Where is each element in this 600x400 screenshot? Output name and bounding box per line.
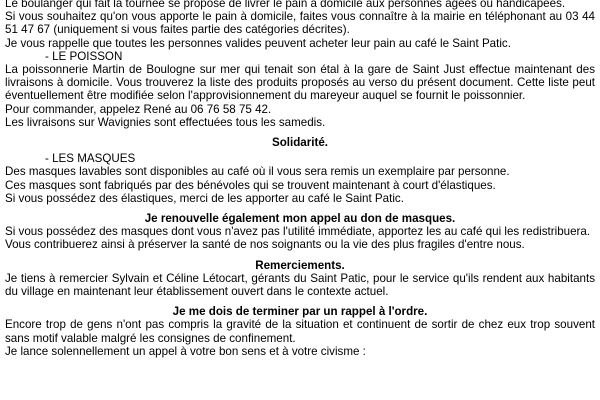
appel-line-2: Vous contribuerez ainsi à préserver la santé de nos soignants ou la vie des plus fragiles d'entre nous. [5,238,525,252]
solidarite-heading: Solidarité. [271,136,329,150]
appel-paragraph: Si vous possédez des masques dont vous n'avez pas l'utilité immédiate, apportez les au café qui les redistribuera. [5,225,591,239]
spacer [5,205,595,212]
spacer [5,252,595,259]
poisson-order: Pour commander, appelez René au 06 76 58 75 42. [5,102,272,116]
poisson-title: - LE POISSON [45,49,123,63]
masques-title: - LES MASQUES [45,152,136,166]
spacer [5,298,595,305]
masques-line-1: Des masques lavables sont disponibles au café où il vous sera remis un exemplaire par personne. [5,165,510,179]
intro-line-1: Le boulanger qui fait la tournée se propose de livrer le pain à domicile aux personnes âgées ou handicapées. [5,0,566,10]
rappel-line-2: Je lance solennellement un appel à votre bon sens et à votre civisme : [5,344,366,358]
rappel-heading: Je me dois de terminer par un rappel à l'ordre. [172,305,428,319]
poisson-deliveries: Les livraisons sur Wavignies sont effectuées tous les samedis. [5,115,326,129]
rappel-paragraph: Encore trop de gens n'ont pas compris la gravité de la situation et continuent de sortir de chez eux trop souvent sans motif valable malgré les consignes de confinement. [5,318,595,345]
poisson-paragraph: La poissonnerie Martin de Boulogne sur mer qui tenait son étal à la gare de Saint Just effectue maintenant des livraisons à domicile. Vous trouverez la liste des produits proposés au verso du présent document. Cette liste peut éventuellement être modifiée selon l'approvisionnement du mareyeur auquel se fournit le poissonnier. [5,63,595,103]
intro-line-3: Je vous rappelle que toutes les personnes valides peuvent acheter leur pain au café le Saint Patic. [5,36,511,50]
remerciements-heading: Remerciements. [255,258,345,272]
intro-line-2: Si vous souhaitez qu'on vous apporte le pain à domicile, faites vous connaître à la mairie en téléphonant au 03 44 51 47 67 (uniquement si vous faites partie des catégories décrites). [5,10,595,37]
masques-line-3: Si vous possédez des élastiques, merci de les apporter au café le Saint Patic. [5,191,404,205]
appel-heading: Je renouvelle également mon appel au don de masques. [144,212,456,226]
remerciements-paragraph: Je tiens à remercier Sylvain et Céline Létocart, gérants du Saint Patic, pour le service qu'ils rendent aux habitants du village en maintenant leur établissement ouvert dans le contexte actuel. [5,271,595,299]
spacer [5,129,595,136]
masques-line-2: Ces masques sont fabriqués par des bénévoles qui se trouvent maintenant à court d'élastiques. [5,178,496,192]
